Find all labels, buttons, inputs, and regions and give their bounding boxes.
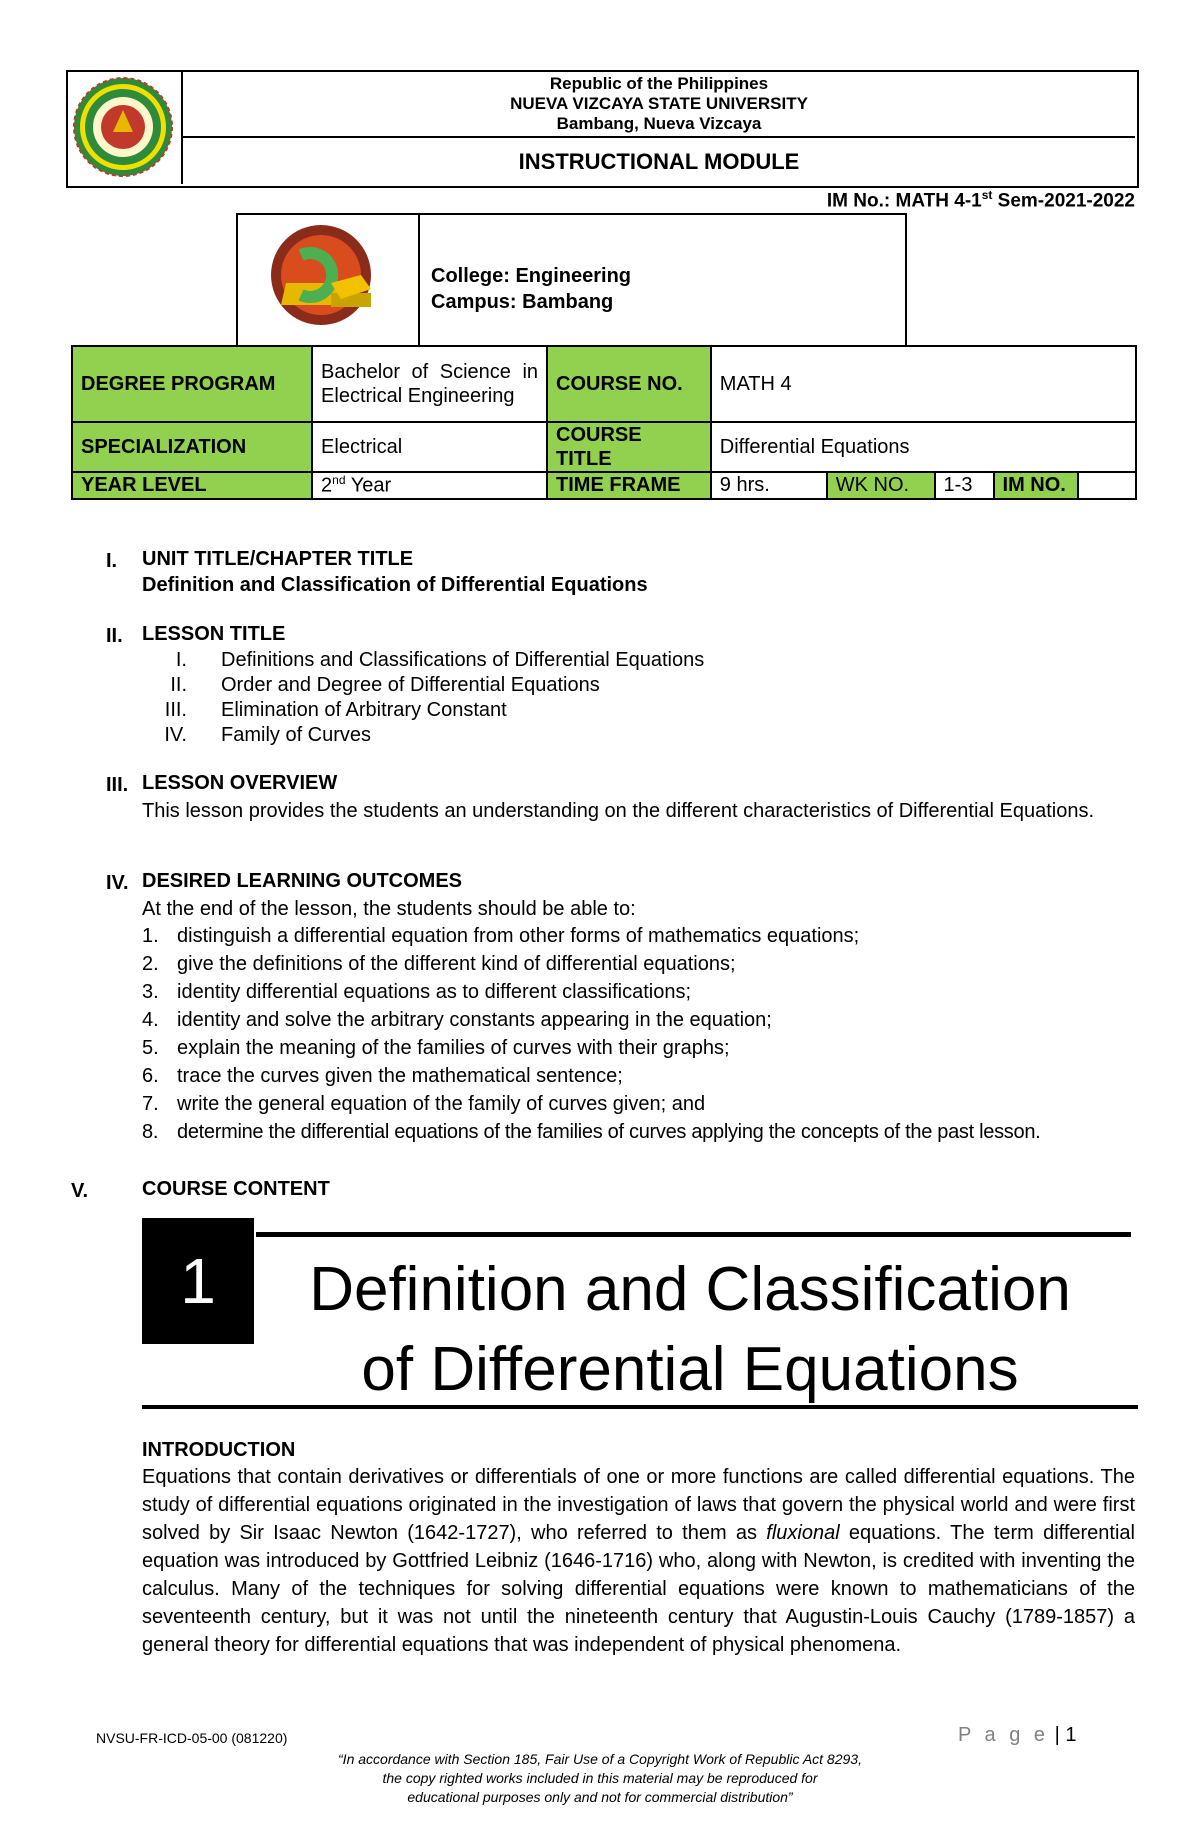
chapter-top-rule bbox=[256, 1232, 1131, 1237]
wk-no-label: WK NO. bbox=[827, 472, 935, 499]
college-line: College: Engineering bbox=[431, 265, 632, 287]
degree-program-label: DEGREE PROGRAM bbox=[72, 346, 312, 422]
section-2-number: II. bbox=[106, 625, 123, 647]
course-title-label: COURSE TITLE bbox=[547, 422, 711, 472]
course-no-label: COURSE NO. bbox=[547, 346, 711, 422]
chapter-title-line-2: of Differential Equations bbox=[361, 1335, 1019, 1404]
list-item: 8. determine the differential equations of the families of curves applying the concepts of the past lesson. bbox=[142, 1121, 1041, 1143]
list-item: IV. Family of Curves bbox=[164, 724, 372, 746]
college-logo-cell bbox=[236, 213, 420, 345]
header-location: Bambang, Nueva Vizcaya bbox=[556, 114, 762, 133]
introduction-text: Equations that contain derivatives or differentials of one or more functions are called differential equations. The study of differential equations originated in the investigation of laws that govern the physical world and were first solved by Sir Isaac Newton (1642-1727), who referred to them as fluxional equations. The term differential equation was introduced by Gottfried Leibniz (1646-1716) who, along with Newton, is credited with inventing the calculus. Many of the techniques for solving differential equations were known to mathematicians of the seventeenth century, but it was not until the nineteenth century that Augustin-Louis Cauchy (1789-1857) a general theory for differential equations that was independent of physical phenomena. bbox=[142, 1466, 1135, 1656]
university-seal-icon bbox=[66, 70, 181, 184]
copyright-line-1: “In accordance with Section 185, Fair Use of a Copyright Work of Republic Act 8293, bbox=[338, 1751, 862, 1767]
section-5-number: V. bbox=[71, 1180, 89, 1202]
list-item: III. Elimination of Arbitrary Constant bbox=[164, 699, 507, 721]
list-item: 6. trace the curves given the mathematical sentence; bbox=[142, 1065, 623, 1087]
course-no-value: MATH 4 bbox=[711, 346, 1136, 422]
form-code: NVSU-FR-ICD-05-00 (081220) bbox=[96, 1730, 288, 1746]
lesson-title-list bbox=[142, 648, 704, 748]
section-1-subtitle: Definition and Classification of Differential Equations bbox=[142, 574, 648, 596]
chapter-title-line-1: Definition and Classification bbox=[309, 1255, 1071, 1324]
section-5-title: COURSE CONTENT bbox=[142, 1178, 330, 1200]
page-indicator: P a g e | 1 bbox=[958, 1724, 1077, 1746]
engineering-logo-icon bbox=[236, 213, 418, 345]
year-level-value: 2nd Year bbox=[312, 472, 547, 499]
university-seal-cell bbox=[66, 70, 183, 184]
list-item: I. Definitions and Classifications of Differential Equations bbox=[175, 649, 705, 671]
list-item: 3. identity differential equations as to different classifications; bbox=[142, 981, 692, 1003]
list-item: 7. write the general equation of the family of curves given; and bbox=[142, 1093, 706, 1115]
section-4-number: IV. bbox=[106, 872, 129, 894]
im-no-value bbox=[1078, 472, 1136, 499]
im-no-label: IM NO. bbox=[994, 472, 1078, 499]
section-2-title: LESSON TITLE bbox=[142, 623, 286, 645]
header-institution bbox=[183, 70, 1135, 138]
list-item: 4. identity and solve the arbitrary constants appearing in the equation; bbox=[142, 1009, 772, 1031]
college-info bbox=[431, 263, 631, 315]
section-4-intro: At the end of the lesson, the students should be able to: bbox=[142, 898, 636, 920]
list-item: II. Order and Degree of Differential Equations bbox=[170, 674, 600, 696]
specialization-value: Electrical bbox=[312, 422, 547, 472]
time-frame-value: 9 hrs. bbox=[711, 472, 827, 499]
course-info-table bbox=[71, 345, 1137, 500]
campus-line: Campus: Bambang bbox=[431, 291, 614, 313]
chapter-bottom-rule bbox=[142, 1405, 1138, 1409]
module-title: INSTRUCTIONAL MODULE bbox=[518, 149, 800, 174]
section-1-number: I. bbox=[106, 550, 118, 572]
list-item: 2. give the definitions of the different kind of differential equations; bbox=[142, 953, 736, 975]
section-1-title: UNIT TITLE/CHAPTER TITLE bbox=[142, 548, 414, 570]
year-level-label: YEAR LEVEL bbox=[72, 472, 312, 499]
chapter-number: 1 bbox=[142, 1218, 254, 1344]
im-number: IM No.: MATH 4-1st Sem-2021-2022 bbox=[826, 188, 1135, 212]
learning-outcomes-list bbox=[142, 922, 1142, 1146]
copyright-line-3: educational purposes only and not for commercial distribution” bbox=[407, 1789, 793, 1805]
degree-program-value: Bachelor of Science in Electrical Engineering bbox=[312, 346, 547, 422]
chapter-title bbox=[250, 1250, 1130, 1410]
specialization-label: SPECIALIZATION bbox=[72, 422, 312, 472]
list-item: 1. distinguish a differential equation from other forms of mathematics equations; bbox=[142, 925, 860, 947]
section-3-title: LESSON OVERVIEW bbox=[142, 772, 338, 794]
copyright-line-2: the copy righted works included in this material may be reproduced for bbox=[382, 1770, 818, 1786]
section-1 bbox=[142, 546, 648, 598]
introduction-heading: INTRODUCTION bbox=[142, 1439, 296, 1461]
wk-no-value: 1-3 bbox=[935, 472, 994, 499]
header-university: NUEVA VIZCAYA STATE UNIVERSITY bbox=[510, 94, 808, 113]
section-3-text: This lesson provides the students an understanding on the different characteristics of Differential Equations. bbox=[142, 800, 1095, 822]
section-3-number: III. bbox=[106, 774, 129, 796]
course-title-value: Differential Equations bbox=[711, 422, 1136, 472]
header-republic: Republic of the Philippines bbox=[549, 74, 769, 93]
list-item: 5. explain the meaning of the families of curves with their graphs; bbox=[142, 1037, 730, 1059]
copyright-note bbox=[300, 1750, 900, 1807]
section-4-title: DESIRED LEARNING OUTCOMES bbox=[142, 870, 463, 892]
time-frame-label: TIME FRAME bbox=[547, 472, 711, 499]
